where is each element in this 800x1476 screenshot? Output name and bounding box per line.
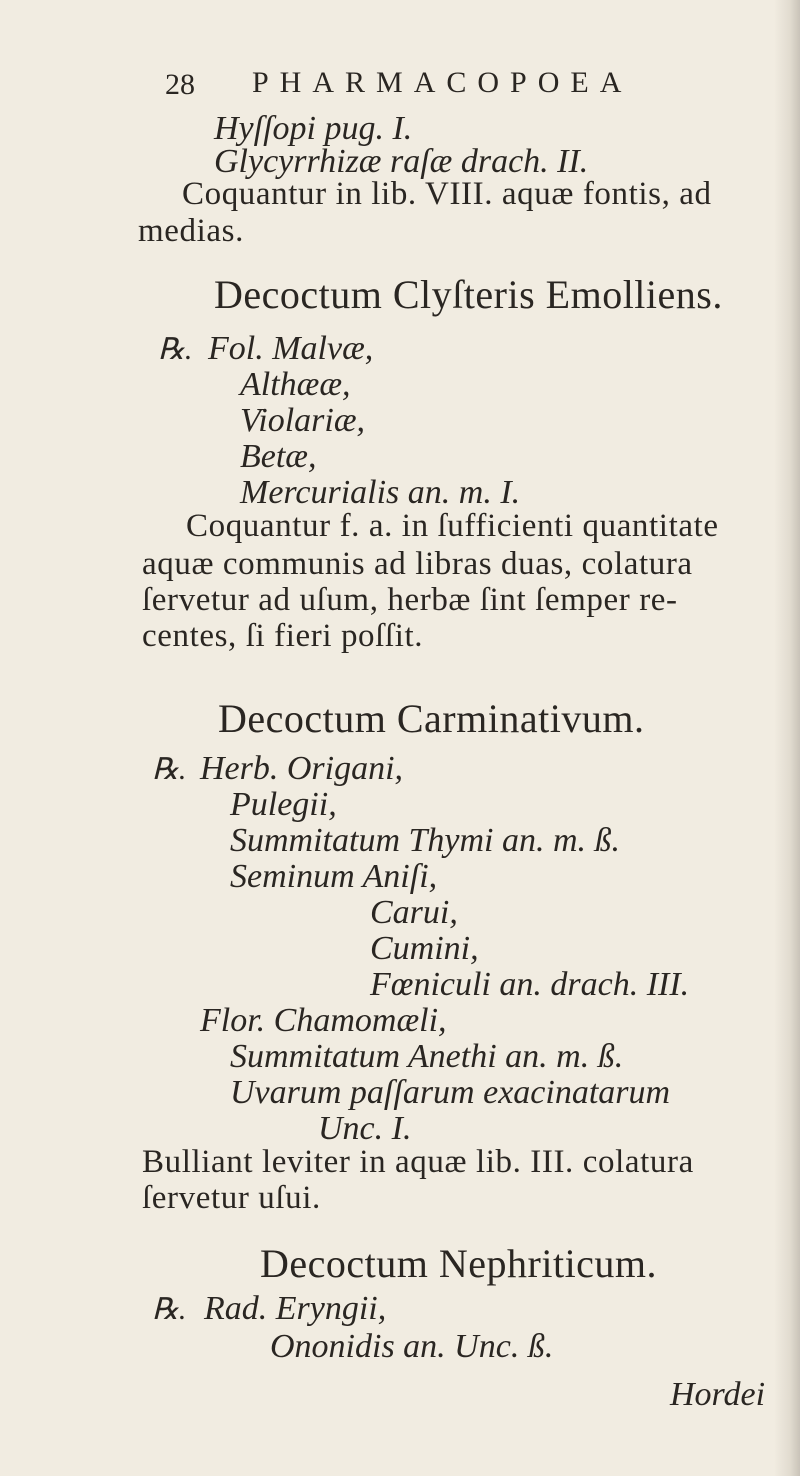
instruction-line: Coquantur in lib. VIII. aquæ fontis, ad [182, 176, 712, 212]
ingredient-line: Summitatum Anethi an. m. ß. [230, 1038, 624, 1075]
ingredient-line: Pulegii, [230, 786, 337, 823]
ingredient-line: Althææ, [240, 366, 351, 403]
instruction-line: ſervetur uſui. [142, 1180, 321, 1216]
catchword: Hordei [670, 1376, 766, 1413]
ingredient-line: Fœniculi an. drach. III. [370, 966, 690, 1003]
ingredient-line: Carui, [370, 894, 458, 931]
page-edge-shadow [774, 0, 800, 1476]
recipe-heading: Decoctum Nephriticum. [260, 1241, 658, 1286]
instruction-line: medias. [138, 213, 244, 249]
ingredient-line: Fol. Malvæ, [208, 330, 374, 367]
ingredient-line: Herb. Origani, [200, 750, 404, 787]
ingredient-line: Unc. I. [318, 1110, 412, 1147]
ingredient-line: Glycyrrhizæ raſæ drach. II. [214, 143, 589, 180]
ingredient-line: Violariæ, [240, 402, 365, 439]
ingredient-line: Summitatum Thymi an. m. ß. [230, 822, 621, 859]
instruction-line: aquæ communis ad libras duas, colatura [142, 546, 693, 582]
page-number: 28 [165, 68, 195, 101]
instruction-line: centes, ſi fieri poſſit. [142, 618, 424, 654]
recipe-symbol: ℞. [158, 333, 193, 366]
ingredient-line: Flor. Chamomæli, [200, 1002, 447, 1039]
ingredient-line: Hyſſopi pug. I. [214, 110, 413, 147]
running-head: PHARMACOPOEA [252, 66, 633, 99]
recipe-symbol: ℞. [152, 1293, 187, 1326]
recipe-heading: Decoctum Carminativum. [218, 696, 645, 741]
ingredient-line: Rad. Eryngii, [204, 1290, 387, 1327]
ingredient-line: Cumini, [370, 930, 479, 967]
ingredient-line: Uvarum paſſarum exacinatarum [230, 1074, 671, 1111]
ingredient-line: Seminum Aniſi, [230, 858, 438, 895]
ingredient-line: Ononidis an. Unc. ß. [270, 1328, 554, 1365]
ingredient-line: Mercurialis an. m. I. [240, 474, 521, 511]
instruction-line: Bulliant leviter in aquæ lib. III. colatura [142, 1144, 694, 1180]
recipe-symbol: ℞. [152, 753, 187, 786]
instruction-line: Coquantur f. a. in ſufficienti quantitate [186, 508, 719, 544]
ingredient-line: Betæ, [240, 438, 317, 475]
recipe-heading: Decoctum Clyſteris Emolliens. [214, 272, 723, 317]
instruction-line: ſervetur ad uſum, herbæ ſint ſemper re- [142, 582, 678, 618]
